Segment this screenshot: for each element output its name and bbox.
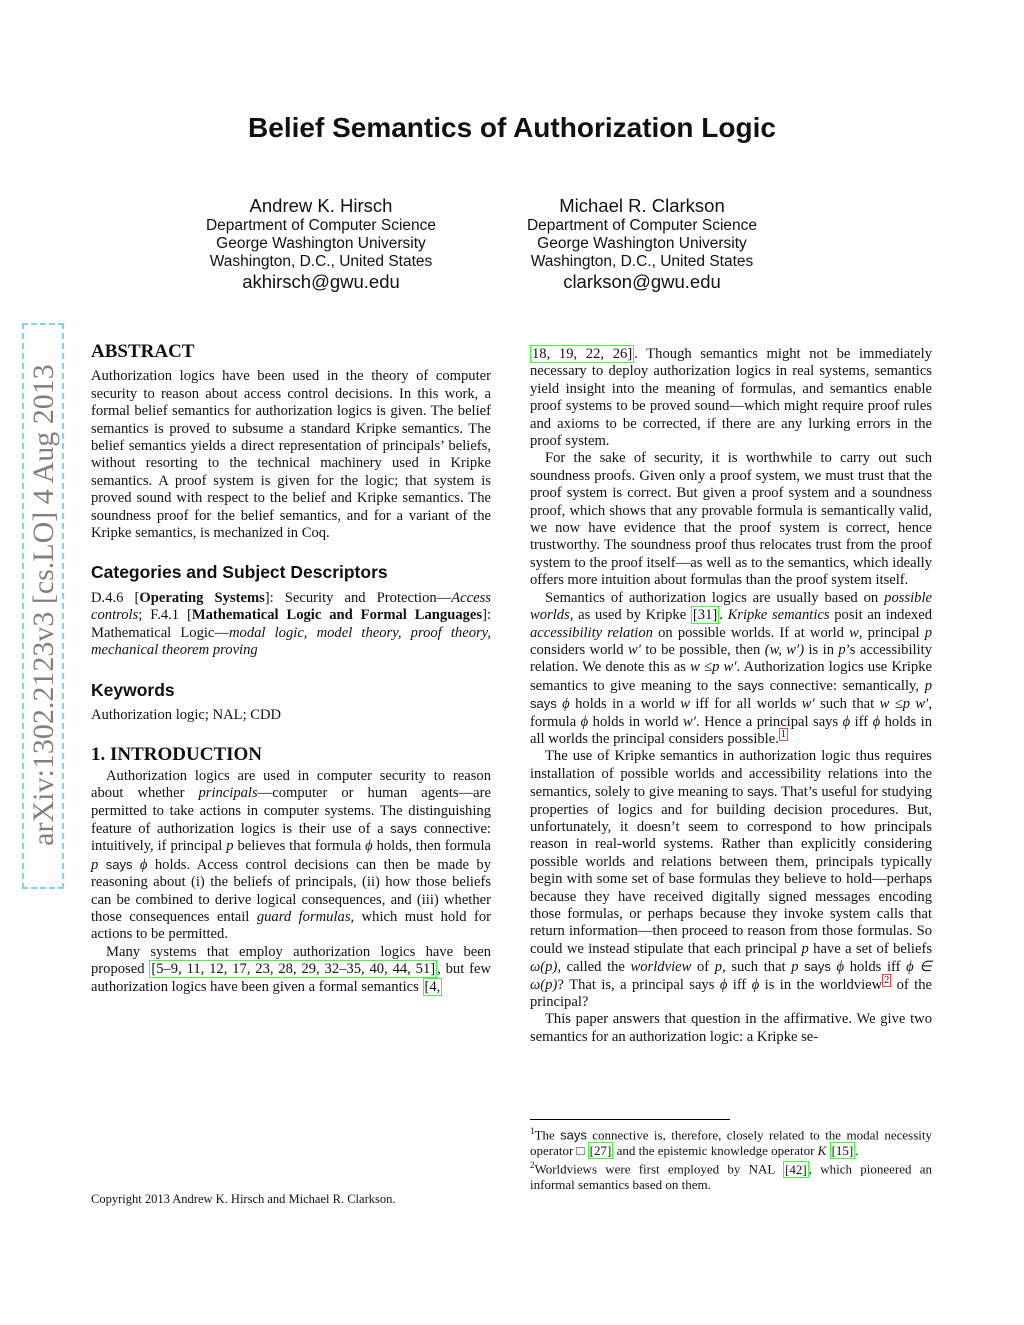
footnote-divider	[530, 1119, 730, 1120]
author-name: Michael R. Clarkson	[559, 195, 725, 216]
author-university: George Washington University	[537, 235, 747, 252]
intro-paragraph-1: Authorization logics are used in computer security to reason about whether principals—computer or human agents—are permitted to take actions in computer systems. The distinguishing feature of authorization logics is their use of a says connective: intuitively, if principal p believes that formula ϕ holds, then formula p says ϕ holds. Access control decisions can then be made by reasoning about (i) the beliefs of principals, (ii) how those beliefs can be combined to derive logical consequences, and (iii) whether those consequences entail guard formulas, which must hold for actions to be permitted.	[91, 767, 491, 943]
right-paragraph-4: The use of Kripke semantics in authorization logic thus requires installation of possible worlds and accessibility relations into the semantics, solely to give meaning to says. That’s useful for studying properties of logics and for building decision procedures. But, unfortunately, it doesn’t seem to correspond to how principals reason in real-world systems. Rather than explicitly considering possible worlds and relations between them, principals typically begin with some set of base formulas they believe to hold—perhaps because they have received digitally signed messages encoding those formulas, or perhaps because they invoke system calls that return information—then proceed to reason from those formulas. So could we instead stipulate that each principal p have a set of beliefs ω(p), called the worldview of p, such that p says ϕ holds iff ϕ ∈ ω(p)? That is, a principal says ϕ iff ϕ is in the worldview $^2$ of the principal?	[530, 748, 932, 1011]
right-paragraph-3: Semantics of authorization logics are usually based on possible worlds, as used by Kripke [31] . Kripke semantics posit an indexed accessibility relation on possible worlds. If at world w, principal p considers world w′ to be possible, then (w, w′) is in p’s accessibility relation. We denote this as w ≤p w′. Authorization logics use Kripke semantics to give meaning to the says connective: semantically, p says ϕ holds in a world w iff for all worlds w′ such that w ≤p w′, formula ϕ holds in world w′. Hence a principal says ϕ iff ϕ holds in all worlds the principal considers possible. $^1$	[530, 589, 932, 747]
right-paragraph-1: 18, 19, 22, 26] . Though semantics might not be immediately necessary to deploy authorization logics in real systems, semantics yield insight into the meaning of formulas, and semantics enable proof systems to be proved sound—which might require proof rules and axioms to be corrected, if there are any lurking errors in the proof system.	[530, 346, 932, 450]
citation-link[interactable]: 18, 19, 22, 26]	[532, 346, 633, 362]
intro-paragraph-2: Many systems that employ authorization logics have been proposed [5–9, 11, 12, 17, 23, 28, 29, 32–35, 40, 44, 51] , but few authorization logics have been given a formal semantics [4,	[91, 943, 491, 995]
introduction-heading: 1. INTRODUCTION	[91, 744, 263, 766]
citation-link[interactable]: [4,	[424, 978, 441, 995]
paper-title: Belief Semantics of Authorization Logic	[248, 112, 776, 143]
right-paragraph-2: For the sake of security, it is worthwhile to carry out such soundness proofs. Given only a proof system, we must trust that the proof system is correct. But given a proof system and a soundness proof, which shows that any provable formula is semantically valid, we now have evidence that the proof system is correct, hence trustworthy. The soundness proof thus relocates trust from the proof system to the proof itself—as well as to the semantics, which ideally offers more intuition about formulas than the proof system itself.	[530, 450, 932, 589]
left-column	[91, 343, 491, 996]
author-email: akhirsch@gwu.edu	[242, 271, 400, 292]
citation-link[interactable]: [31]	[692, 607, 718, 624]
author-email: clarkson@gwu.edu	[563, 271, 721, 292]
right-paragraph-5: This paper answers that question in the affirmative. We give two semantics for an authorization logic: a Kripke se-	[530, 1011, 932, 1045]
citation-link[interactable]: [15]	[831, 1142, 854, 1158]
footnote-2: $^2$Worldviews were first employed by NAL [42] , which pioneered an informal semantics based on them.	[530, 1160, 932, 1193]
citation-link[interactable]: [27]	[589, 1142, 612, 1158]
right-column	[530, 346, 932, 1046]
copyright-notice: Copyright 2013 Andrew K. Hirsch and Michael R. Clarkson.	[91, 1192, 396, 1206]
categories-text: D.4.6 [Operating Systems]: Security and Protection—Access controls; F.4.1 [Mathematical Logic and Formal Languages]: Mathematical Logic—modal logic, model theory, proof theory, mechanical theorem proving	[91, 589, 491, 659]
author-name: Andrew K. Hirsch	[249, 195, 393, 216]
footnote-1: $^1$The says connective is, therefore, closely related to the modal necessity operator □ [27] and the epistemic knowledge operator K [15] .	[530, 1126, 932, 1158]
citation-link[interactable]: [5–9, 11, 12, 17, 23, 28, 29, 32–35, 40, 44, 51]	[151, 961, 436, 978]
author-block-1	[151, 195, 491, 293]
citation-link[interactable]: [42]	[785, 1161, 807, 1177]
keywords-text: Authorization logic; NAL; CDD	[91, 706, 282, 723]
author-university: George Washington University	[216, 235, 426, 252]
author-location: Washington, D.C., United States	[209, 253, 433, 270]
abstract-heading: ABSTRACT	[91, 341, 195, 362]
footnotes	[530, 1124, 932, 1193]
author-department: Department of Computer Science	[205, 217, 437, 234]
author-location: Washington, D.C., United States	[530, 253, 754, 270]
keywords-heading: Keywords	[91, 679, 175, 700]
abstract-text: Authorization logics have been used in the theory of computer security to reason about access control decisions. In this work, a formal belief semantics for authorization logics is given. The belief semantics is proved to subsume a standard Kripke semantics. The belief semantics yields a direct representation of principals’ beliefs, without resorting to the technical machinery used in Kripke semantics. A proof system is given for the logic; that system is proved sound with respect to the belief and Kripke semantics. The soundness proof for the belief semantics, and for a variant of the Kripke semantics, is mechanized in Coq.	[91, 368, 491, 542]
arxiv-identifier[interactable]: arXiv:1302.2123v3 [cs.LO] 4 Aug 2013	[27, 364, 60, 846]
footnote-link[interactable]: 2	[884, 974, 890, 986]
categories-heading: Categories and Subject Descriptors	[91, 562, 388, 583]
author-department: Department of Computer Science	[526, 217, 758, 234]
author-block-2	[472, 195, 812, 293]
footnote-link[interactable]: 1	[780, 729, 786, 741]
